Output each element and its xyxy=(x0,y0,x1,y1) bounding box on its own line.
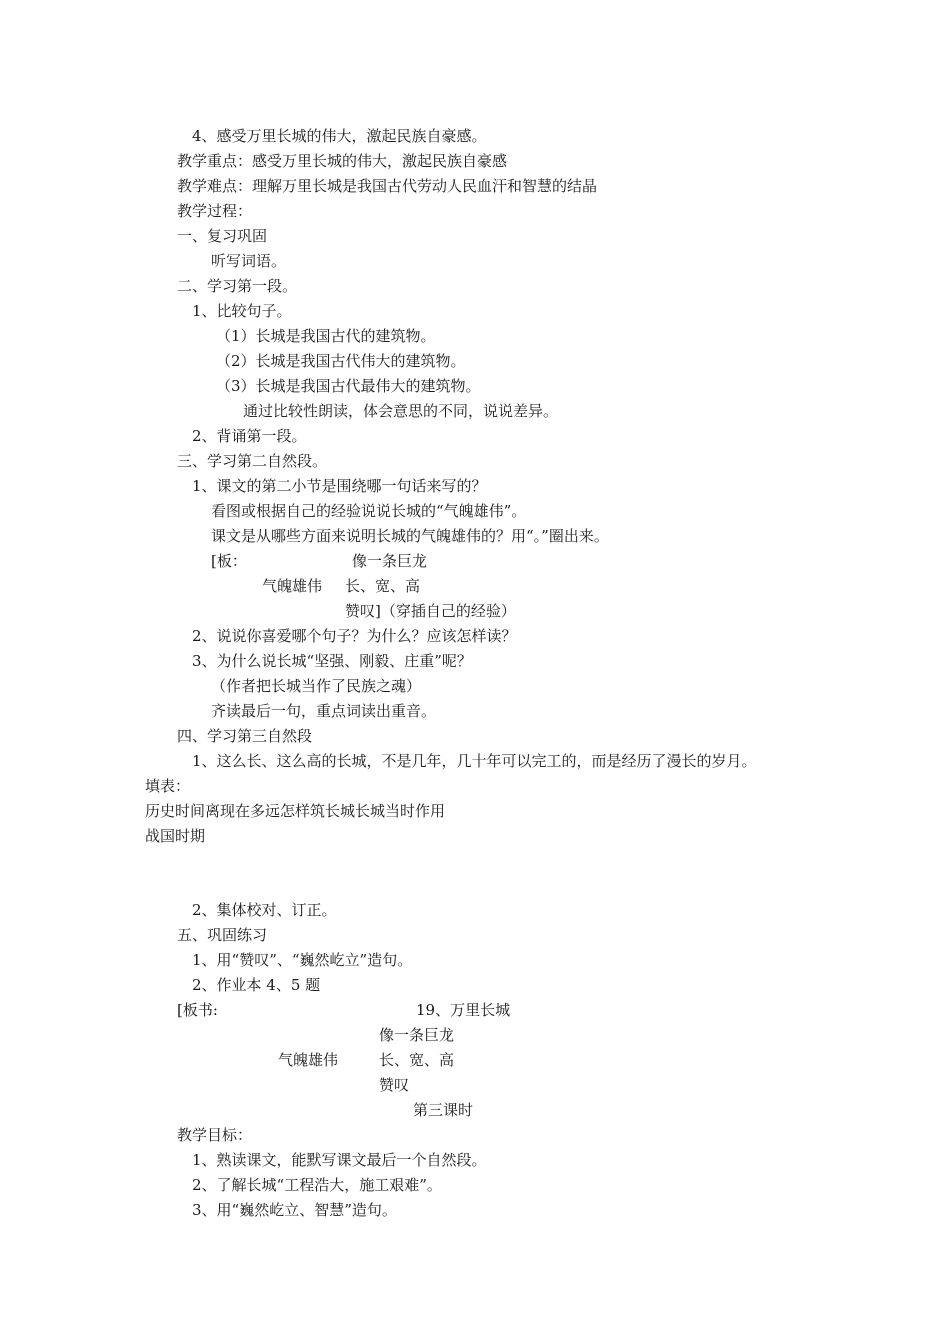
teaching-difficulty-line: 教学难点：理解万里长城是我国古代劳动人民血汗和智慧的结晶 xyxy=(177,177,598,195)
section-2-heading: 二、学习第一段。 xyxy=(177,277,298,295)
dictation-line: 听写词语。 xyxy=(211,252,287,270)
goal-1-line: 1、熟读课文，能默写课文最后一个自然段。 xyxy=(192,1151,487,1169)
check-correct-line: 2、集体校对、订正。 xyxy=(192,901,337,919)
sentence-making-line: 1、用“赞叹”、“巍然屹立”造句。 xyxy=(192,951,413,969)
table-row-warring-states: 战国时期 xyxy=(145,827,206,845)
table-header-line: 历史时间离现在多远怎样筑长城长城当时作用 xyxy=(145,802,446,820)
teaching-process-heading: 教学过程： xyxy=(177,202,253,220)
goal-2-line: 2、了解长城“工程浩大，施工艰难”。 xyxy=(192,1176,442,1194)
look-at-picture-line: 看图或根据自己的经验说说长城的“气魄雄伟”。 xyxy=(211,502,527,520)
board2-item-praise: 赞叹 xyxy=(379,1076,410,1094)
board-writing-label: [板书: xyxy=(177,1001,218,1019)
question-2-line: 2、说说你喜爱哪个句子？为什么？应该怎样读？ xyxy=(192,627,517,645)
board-item-dragon: 像一条巨龙 xyxy=(352,552,428,570)
board-item-dimensions: 长、宽、高 xyxy=(345,577,421,595)
question-3-line: 3、为什么说长城“坚强、刚毅、庄重”呢？ xyxy=(192,652,472,670)
homework-line: 2、作业本 4、5 题 xyxy=(192,976,321,994)
board2-item-dimensions: 长、宽、高 xyxy=(379,1051,455,1069)
fill-table-label: 填表： xyxy=(145,777,191,795)
board-main-term: 气魄雄伟 xyxy=(262,577,323,595)
section-1-heading: 一、复习巩固 xyxy=(177,227,268,245)
board-label: [板： xyxy=(211,552,247,570)
aspects-question-line: 课文是从哪些方面来说明长城的气魄雄伟的？用“。”圈出来。 xyxy=(211,527,609,545)
board-title: 19、万里长城 xyxy=(416,1001,511,1019)
board2-item-dragon: 像一条巨龙 xyxy=(379,1026,455,1044)
third-lesson-heading: 第三课时 xyxy=(413,1101,474,1119)
sentence-2-line: （2）长城是我国古代伟大的建筑物。 xyxy=(216,352,466,370)
question-1-line: 1、课文的第二小节是围绕哪一句话来写的？ xyxy=(192,477,487,495)
sentence-3-line: （3）长城是我国古代最伟大的建筑物。 xyxy=(216,377,481,395)
board-item-praise: 赞叹]（穿插自己的经验） xyxy=(345,602,516,620)
recite-paragraph-line: 2、背诵第一段。 xyxy=(192,427,307,445)
sentence-1-line: （1）长城是我国古代的建筑物。 xyxy=(216,327,436,345)
teaching-goals-heading: 教学目标： xyxy=(177,1126,253,1144)
long-history-line: 1、这么长、这么高的长城，不是几年，几十年可以完工的，而是经历了漫长的岁月。 xyxy=(192,752,757,770)
read-together-line: 齐读最后一句，重点词读出重音。 xyxy=(211,702,437,720)
board2-main-term: 气魄雄伟 xyxy=(278,1051,339,1069)
compare-sentences-line: 1、比较句子。 xyxy=(192,302,292,320)
teaching-focus-line: 教学重点：感受万里长城的伟大，激起民族自豪感 xyxy=(177,152,508,170)
comparison-reading-line: 通过比较性朗读，体会意思的不同，说说差异。 xyxy=(243,402,559,420)
soul-note-line: （作者把长城当作了民族之魂） xyxy=(211,677,422,695)
section-3-heading: 三、学习第二自然段。 xyxy=(177,452,328,470)
goal-3-line: 3、用“巍然屹立、智慧”造句。 xyxy=(192,1201,397,1219)
objective-4-line: 4、感受万里长城的伟大，激起民族自豪感。 xyxy=(192,127,487,145)
section-5-heading: 五、巩固练习 xyxy=(177,926,268,944)
section-4-heading: 四、学习第三自然段 xyxy=(177,727,313,745)
